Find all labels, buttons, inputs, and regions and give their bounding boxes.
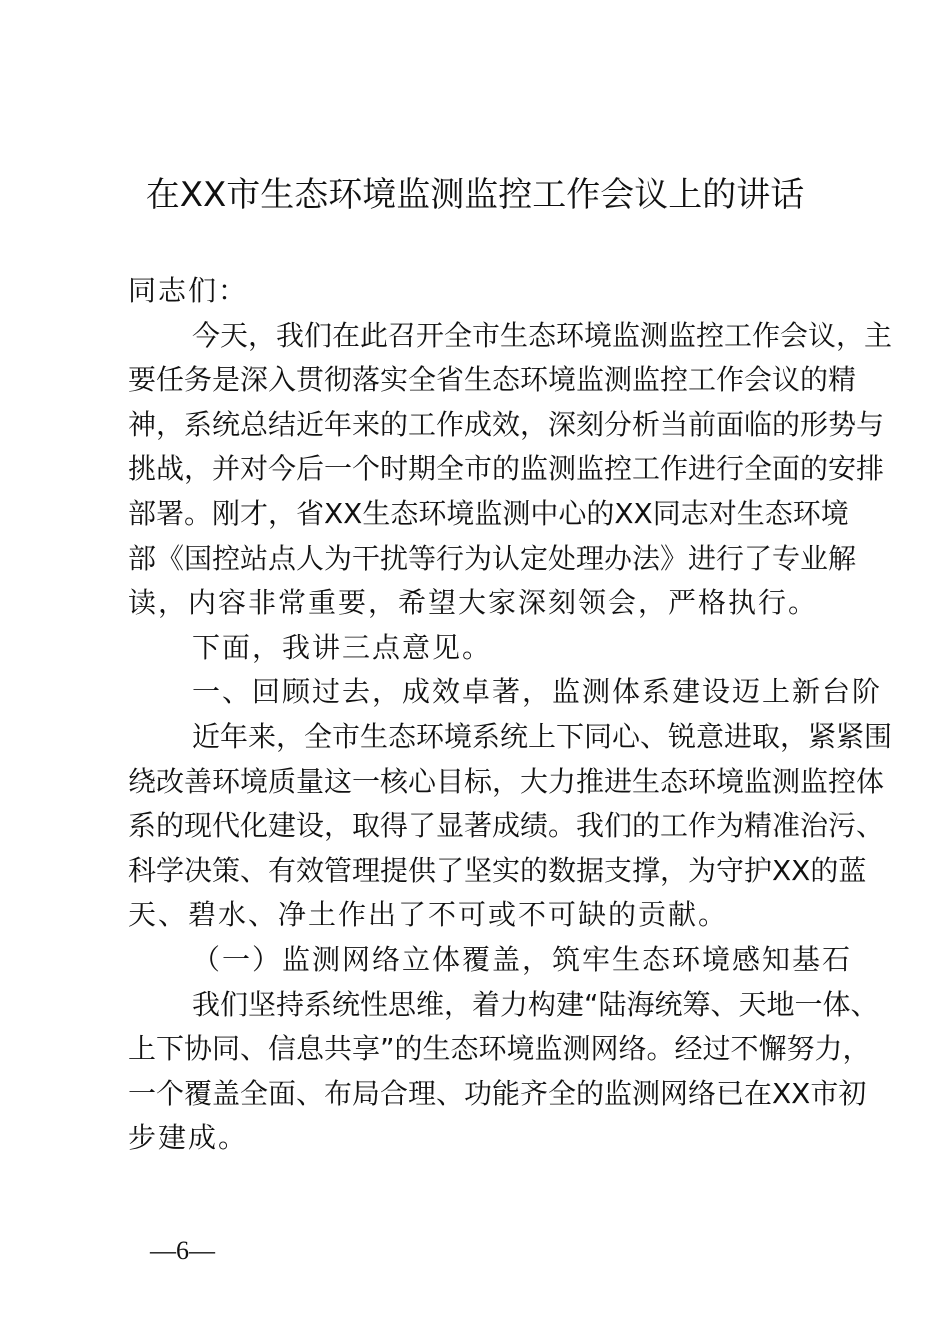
text-line: 下面，我讲三点意见。 <box>192 630 493 664</box>
paragraph <box>128 715 893 938</box>
paragraph <box>128 314 893 626</box>
text-line: 我们坚持系统性思维，着力构建“陆海统筹、天地一体、 <box>192 987 879 1021</box>
text-line: 同志们： <box>128 274 249 307</box>
text-line: 系的现代化建设，取得了显著成绩。我们的工作为精准治污、 <box>128 809 885 843</box>
text-line: 步建成。 <box>128 1121 249 1155</box>
document-title: 在XX市生态环境监测监控工作会议上的讲话 <box>145 175 805 215</box>
text-line: 科学决策、有效管理提供了坚实的数据支撑，为守护XX的蓝 <box>128 853 867 887</box>
text-line: 绕改善环境质量这一核心目标，大力推进生态环境监测监控体 <box>128 764 885 798</box>
paragraph <box>128 983 879 1161</box>
text-line: 天、碧水、净土作出了不可或不可缺的贡献。 <box>128 898 729 932</box>
text-line: 神，系统总结近年来的工作成效，深刻分析当前面临的形势与 <box>128 407 885 441</box>
text-line: 部《国控站点人为干扰等行为认定处理办法》进行了专业解 <box>128 541 857 575</box>
paragraph <box>128 269 832 314</box>
text-line: 近年来，全市生态环境系统上下同心、锐意进取，紧紧围 <box>192 719 893 753</box>
text-line: 读，内容非常重要，希望大家深刻领会，严格执行。 <box>128 586 819 620</box>
text-line: 挑战，并对今后一个时期全市的监测监控工作进行全面的安排 <box>128 452 885 486</box>
paragraph <box>128 626 832 671</box>
text-line: 要任务是深入贯彻落实全省生态环境监测监控工作会议的精 <box>128 363 857 397</box>
page-number: —6— <box>150 1236 215 1265</box>
text-line: 上下协同、信息共享”的生态环境监测网络。经过不懈努力， <box>128 1032 871 1066</box>
paragraph <box>128 670 883 715</box>
text-line: 一个覆盖全面、布局合理、功能齐全的监测网络已在XX市初 <box>128 1076 867 1110</box>
text-line: （一）监测网络立体覆盖，筑牢生态环境感知基石 <box>192 942 853 976</box>
document-body <box>128 269 893 1161</box>
text-line: 一、回顾过去，成效卓著，监测体系建设迈上新台阶 <box>192 675 883 709</box>
paragraph <box>128 938 853 983</box>
text-line: 部署。刚才，省XX生态环境监测中心的XX同志对生态环境 <box>128 496 849 530</box>
text-line: 今天，我们在此召开全市生态环境监测监控工作会议，主 <box>192 318 893 352</box>
